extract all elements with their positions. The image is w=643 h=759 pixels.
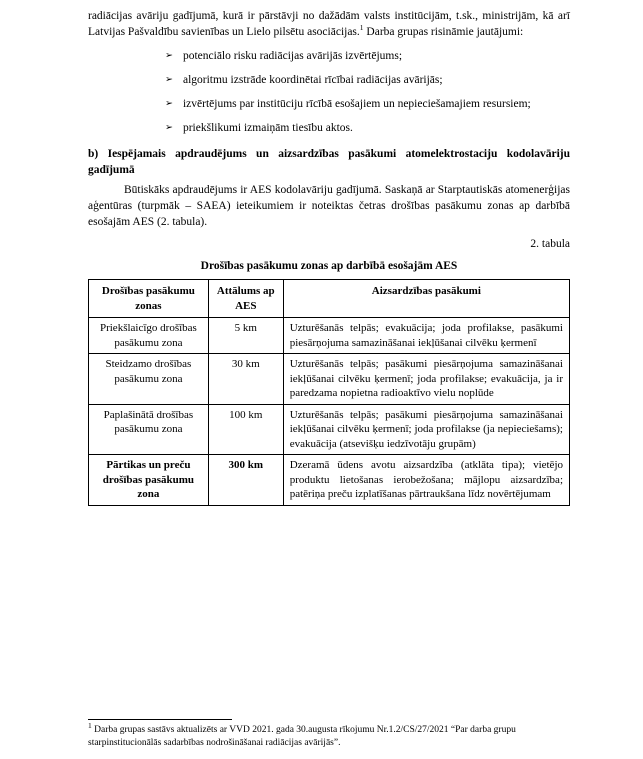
list-item — [165, 96, 570, 112]
section-heading: b) Iespējamais apdraudējums un aizsardzības pasākumi atomelektrostaciju kodolavāriju gadījumā — [88, 148, 570, 176]
bullet-list — [165, 48, 570, 136]
list-item — [165, 48, 570, 64]
table-row — [89, 404, 570, 455]
cell-distance: 5 km — [208, 318, 283, 354]
cell-zone: Pārtikas un preču drošības pasākumu zona — [89, 455, 209, 506]
footnote-text — [88, 720, 570, 750]
footnote-marker: 1 — [88, 720, 92, 730]
intro-paragraph — [88, 8, 570, 40]
body-paragraph: Būtiskāks apdraudējums ir AES kodolavāriju gadījumā. Saskaņā ar Starptautiskās atomenerģijas aģentūras (turpmāk – SAEA) ieteikumiem ir noteiktas četras drošības pasākumu zonas ap darbībā esošajām AES (2. tabula). — [88, 184, 570, 228]
table-title: Drošības pasākumu zonas ap darbībā esošajām AES — [200, 260, 458, 272]
cell-distance: 300 km — [208, 455, 283, 506]
cell-zone: Paplašinātā drošības pasākumu zona — [89, 404, 209, 455]
table-row — [89, 354, 570, 405]
arrow-bullet-icon: ➢ — [165, 122, 173, 133]
footnote-reference: 1 — [359, 23, 364, 33]
table-header-zone: Drošības pasākumu zonas — [89, 280, 209, 318]
cell-zone: Steidzamo drošības pasākumu zona — [89, 354, 209, 405]
cell-measures: Dzeramā ūdens avotu aizsardzība (atklāta tipa); vietējo produktu lietošanas ierobežošana; mājlopu aizsardzība; patēriņa preču izplatīšanas pārtraukšana līdz novērtējumam — [283, 455, 569, 506]
cell-distance: 100 km — [208, 404, 283, 455]
table-row — [89, 455, 570, 506]
list-item-text: potenciālo risku radiācijas avārijās izvērtējums; — [182, 50, 403, 62]
intro-text-before-ref: radiācijas avāriju gadījumā, kurā ir pārstāvji no dažādām valsts institūcijām, t.sk., ministrijām, kā arī Latvijas Pašvaldību savienības un Lielo pilsētu asociācijas. — [88, 10, 570, 38]
footnote-body: Darba grupas sastāvs aktualizēts ar VVD 2021. gada 30.augusta rīkojumu Nr.1.2/CS/27/2021 “Par darba grupu starpinstitucionālās sadarbības nodrošināšanai radiācijas avārijās”. — [88, 725, 516, 748]
arrow-bullet-icon: ➢ — [165, 74, 173, 85]
cell-distance: 30 km — [208, 354, 283, 405]
arrow-bullet-icon: ➢ — [165, 98, 173, 109]
table-header-measures: Aizsardzības pasākumi — [283, 280, 569, 318]
cell-measures: Uzturēšanās telpās; evakuācija; joda profilakse, pasākumi piesārņojuma samazināšanai iekļūšanai cilvēku ķermenī — [283, 318, 569, 354]
footnote — [88, 719, 570, 750]
safety-zones-table — [88, 279, 570, 506]
arrow-bullet-icon: ➢ — [165, 50, 173, 61]
cell-measures: Uzturēšanās telpās; pasākumi piesārņojuma samazināšanai iekļūšanai cilvēku ķermenī; joda profilakse; evakuācija, ja ir paredzama nopietna radioaktīvo vielu noplūde — [283, 354, 569, 405]
table-header-row — [89, 280, 570, 318]
cell-measures: Uzturēšanās telpās; pasākumi piesārņojuma samazināšanai iekļūšanai cilvēku ķermenī; joda profilakse (ja nepieciešams); evakuācija (atsevišķu iedzīvotāju grupām) — [283, 404, 569, 455]
table-header-distance: Attālums ap AES — [208, 280, 283, 318]
list-item-text: algoritmu izstrāde koordinētai rīcībai radiācijas avārijās; — [182, 74, 443, 86]
list-item — [165, 120, 570, 136]
list-item — [165, 72, 570, 88]
table-row — [89, 318, 570, 354]
table-number-label: 2. tabula — [530, 238, 570, 250]
intro-text-after-ref: Darba grupas risināmie jautājumi: — [363, 26, 524, 38]
list-item-text: izvērtējums par institūciju rīcībā esošajiem un nepieciešamajiem resursiem; — [182, 98, 531, 110]
cell-zone: Priekšlaicīgo drošības pasākumu zona — [89, 318, 209, 354]
list-item-text: priekšlikumi izmaiņām tiesību aktos. — [182, 122, 353, 134]
footnote-separator — [88, 719, 232, 720]
